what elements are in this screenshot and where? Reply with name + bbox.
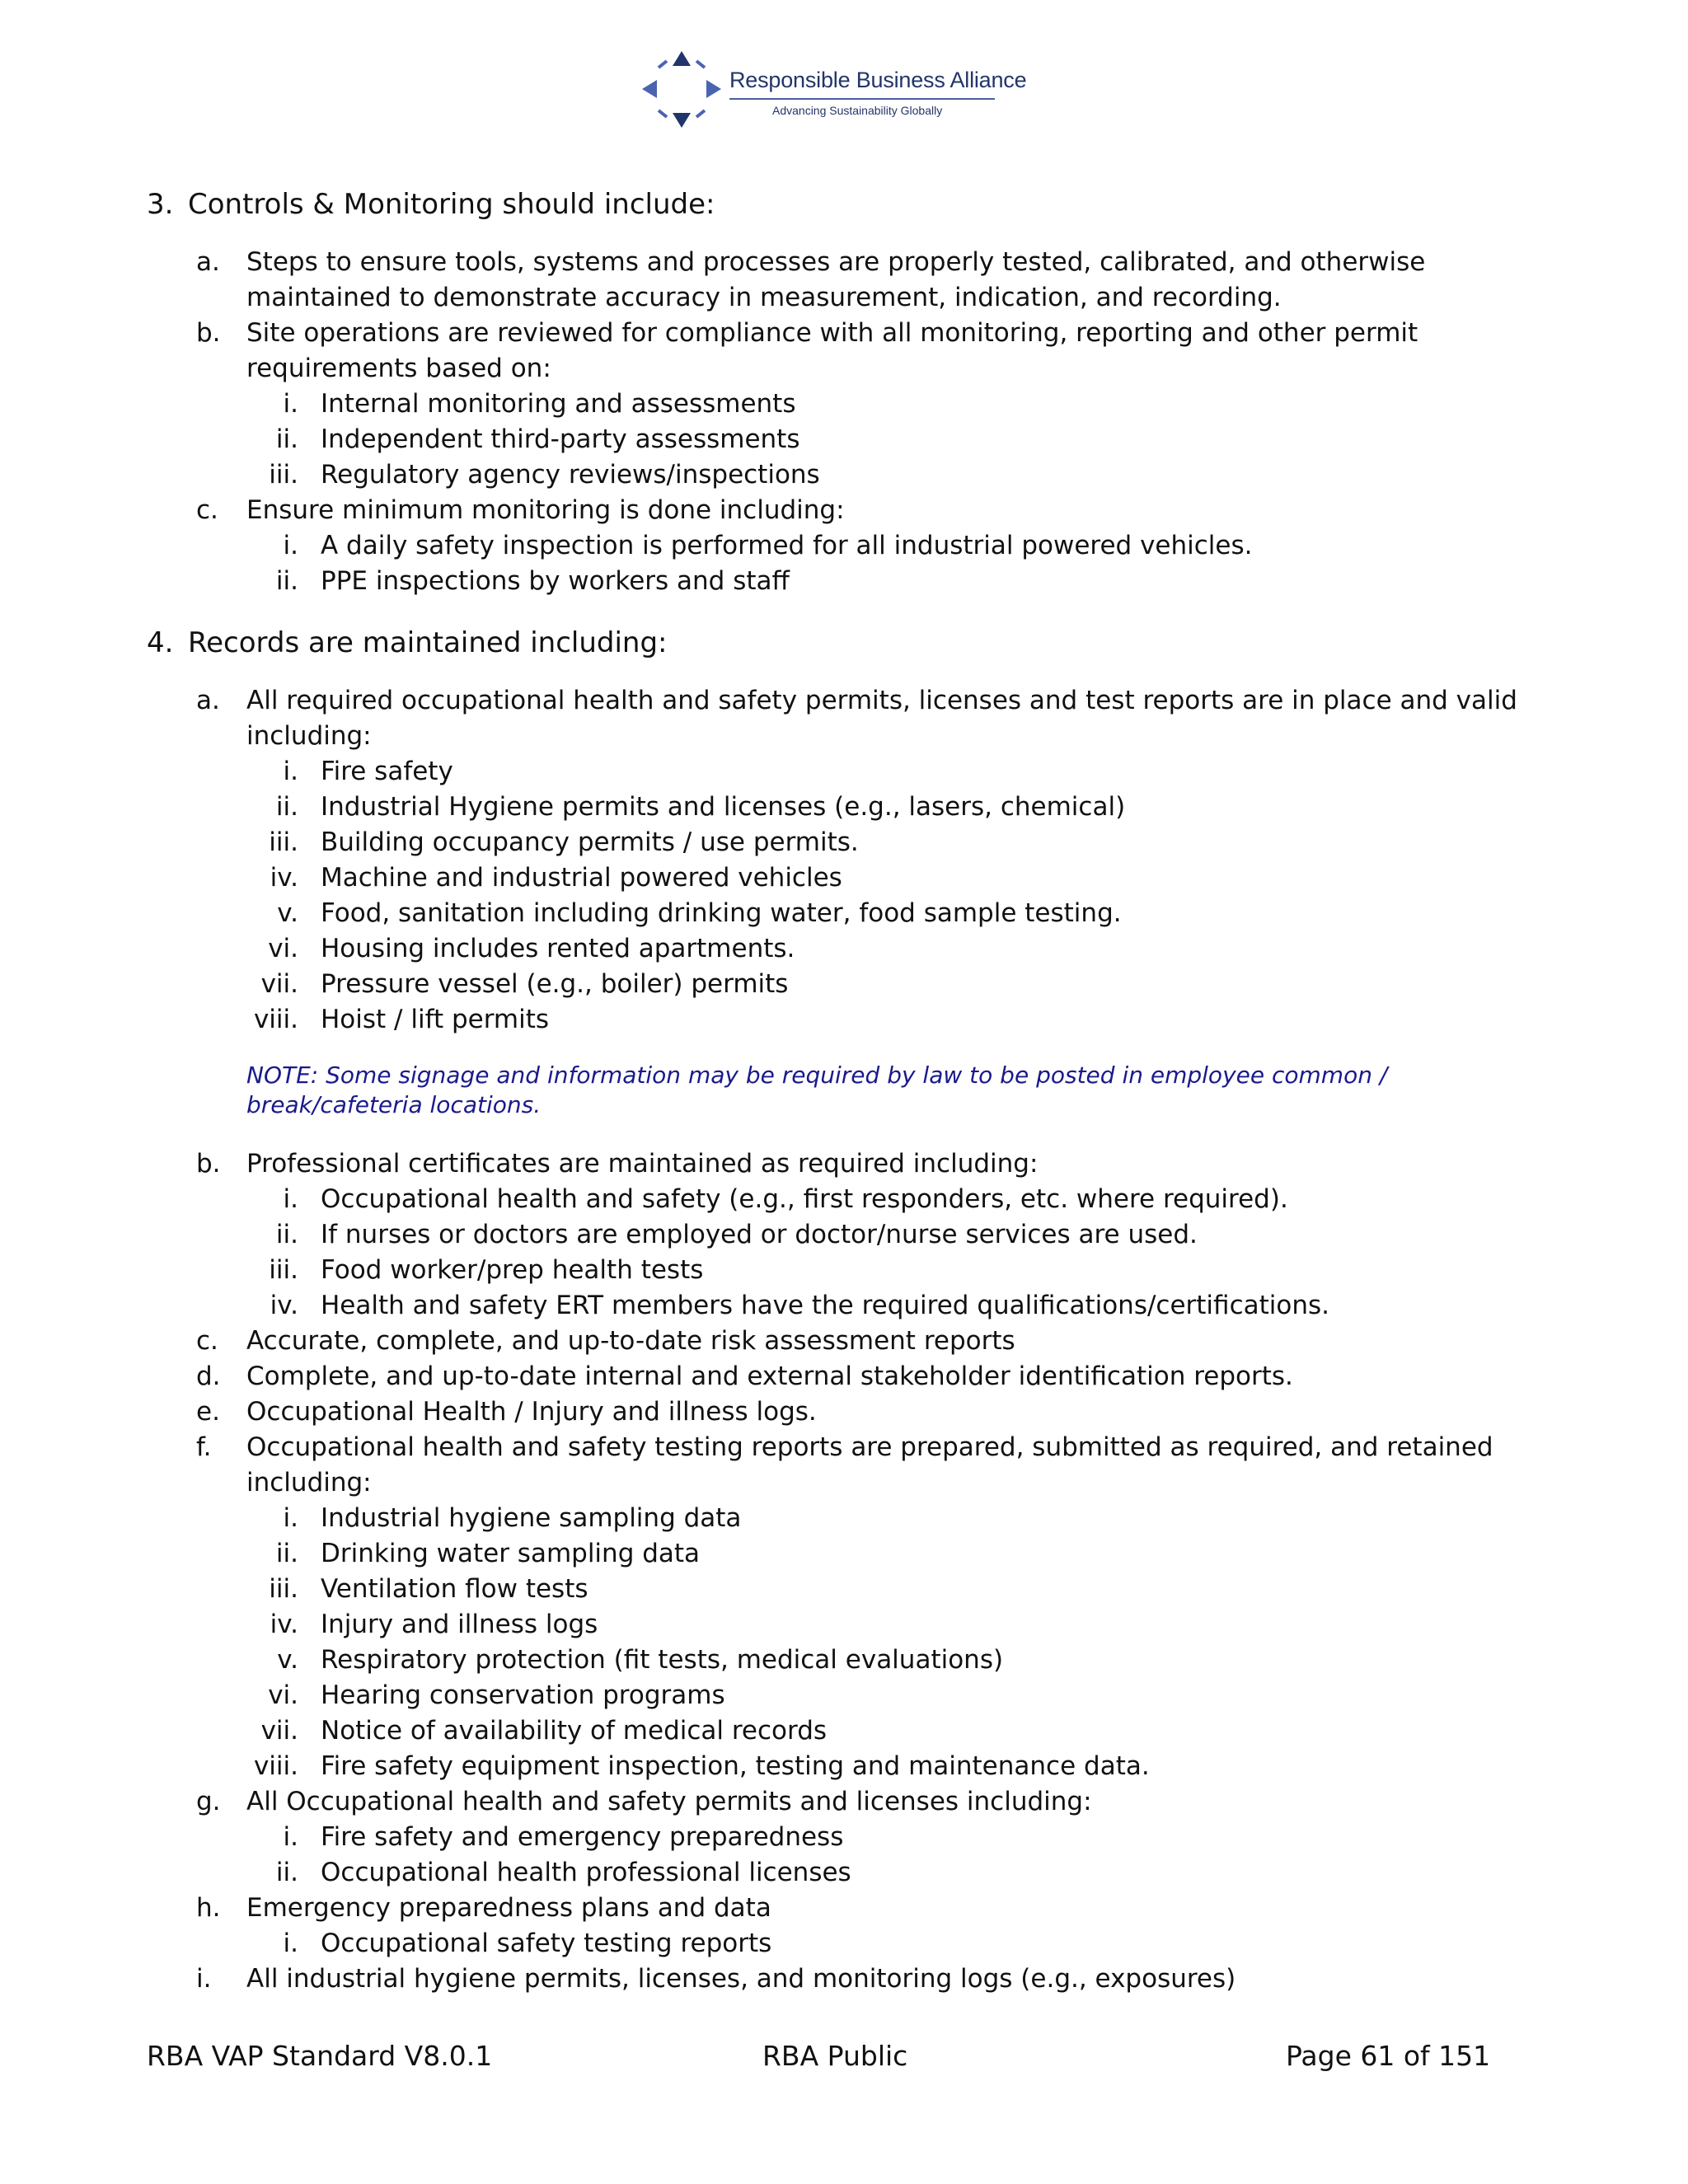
item-text: All required occupational health and safety permits, licenses and test reports are in place and valid — [246, 686, 1517, 715]
subitem-text: Building occupancy permits / use permits. — [321, 827, 859, 857]
subitem-label: viii. — [253, 1005, 298, 1034]
subitem-label: ii. — [275, 566, 298, 596]
subitem-label: ii. — [275, 424, 298, 454]
footer-classification: RBA Public — [762, 2040, 908, 2072]
subitem-text: Fire safety equipment inspection, testing and maintenance data. — [321, 1751, 1150, 1781]
item-text: Complete, and up-to-date internal and external stakeholder identification reports. — [246, 1361, 1293, 1391]
section-heading — [147, 188, 715, 221]
subitem-text: Food worker/prep health tests — [321, 1255, 704, 1285]
subitem-label: ii. — [275, 1858, 298, 1887]
logo-title: Responsible Business Alliance — [729, 68, 1027, 92]
compass-arrows-icon — [639, 49, 725, 132]
section-title: Controls & Monitoring should include: — [188, 188, 715, 221]
subitem-label: ii. — [275, 1539, 298, 1568]
subitem-text: Food, sanitation including drinking water, food sample testing. — [321, 898, 1122, 928]
item-text: requirements based on: — [246, 354, 551, 383]
subitem-label: iv. — [270, 1610, 298, 1639]
item-label: a. — [196, 247, 220, 277]
subitem-label: i. — [283, 1822, 298, 1852]
item-text: Ensure minimum monitoring is done including: — [246, 495, 845, 525]
subitem-label: i. — [283, 757, 298, 786]
subitem-label: iii. — [269, 1255, 298, 1285]
item-label: c. — [196, 1326, 218, 1356]
subitem-text: Ventilation flow tests — [321, 1574, 588, 1604]
item-text: maintained to demonstrate accuracy in measurement, indication, and recording. — [246, 283, 1282, 312]
subitem-text: Housing includes rented apartments. — [321, 934, 795, 963]
logo-tagline: Advancing Sustainability Globally — [772, 104, 943, 117]
subitem-label: iii. — [269, 1574, 298, 1604]
subitem-text: Fire safety — [321, 757, 453, 786]
item-text: All industrial hygiene permits, licenses, and monitoring logs (e.g., exposures) — [246, 1964, 1236, 1994]
subitem-label: viii. — [253, 1751, 298, 1781]
subitem-label: iv. — [270, 863, 298, 893]
subitem-text: Fire safety and emergency preparedness — [321, 1822, 844, 1852]
subitem-label: i. — [283, 1929, 298, 1958]
subitem-label: ii. — [275, 792, 298, 822]
item-label: h. — [196, 1893, 221, 1923]
section-number: 3. — [147, 188, 174, 221]
subitem-text: Notice of availability of medical records — [321, 1716, 828, 1746]
rba-logo — [639, 49, 1027, 132]
subitem-text: Independent third-party assessments — [321, 424, 800, 454]
footer-document-name: RBA VAP Standard V8.0.1 — [147, 2040, 493, 2072]
subitem-text: Occupational safety testing reports — [321, 1929, 772, 1958]
item-label: i. — [196, 1964, 212, 1994]
subitem-label: vii. — [260, 1716, 298, 1746]
subitem-text: Occupational health and safety (e.g., first responders, etc. where required). — [321, 1184, 1288, 1214]
footer-page-number: Page 61 of 151 — [1286, 2040, 1491, 2072]
subitem-text: Pressure vessel (e.g., boiler) permits — [321, 969, 789, 999]
page-header — [0, 49, 1688, 132]
subitem-text: A daily safety inspection is performed for all industrial powered vehicles. — [321, 531, 1253, 560]
section-heading — [147, 626, 668, 659]
note-text: break/cafeteria locations. — [246, 1091, 542, 1118]
subitem-text: Drinking water sampling data — [321, 1539, 701, 1568]
subitem-text: Machine and industrial powered vehicles — [321, 863, 842, 893]
subitem-text: Hearing conservation programs — [321, 1680, 725, 1710]
subitem-text: Health and safety ERT members have the required qualifications/certifications. — [321, 1291, 1330, 1320]
subitem-label: ii. — [275, 1220, 298, 1249]
item-text: Steps to ensure tools, systems and processes are properly tested, calibrated, and otherwise — [246, 247, 1426, 277]
item-text: Accurate, complete, and up-to-date risk assessment reports — [246, 1326, 1015, 1356]
subitem-text: Regulatory agency reviews/inspections — [321, 460, 820, 490]
subitem-label: vi. — [268, 1680, 298, 1710]
item-label: d. — [196, 1361, 221, 1391]
subitem-label: vi. — [268, 934, 298, 963]
subitem-text: Injury and illness logs — [321, 1610, 598, 1639]
item-text: including: — [246, 1468, 372, 1497]
subitem-label: iii. — [269, 827, 298, 857]
subitem-text: Hoist / lift permits — [321, 1005, 550, 1034]
item-text: Occupational Health / Injury and illness logs. — [246, 1397, 817, 1427]
section-title: Records are maintained including: — [188, 626, 668, 659]
item-label: b. — [196, 1149, 221, 1179]
subitem-label: v. — [277, 898, 298, 928]
subitem-label: v. — [277, 1645, 298, 1675]
subitem-label: i. — [283, 1503, 298, 1533]
item-text: including: — [246, 721, 372, 751]
subitem-label: iii. — [269, 460, 298, 490]
note-text: NOTE: Some signage and information may be required by law to be posted in employee common / — [246, 1062, 1388, 1089]
subitem-text: If nurses or doctors are employed or doctor/nurse services are used. — [321, 1220, 1198, 1249]
subitem-text: Internal monitoring and assessments — [321, 389, 796, 419]
item-label: a. — [196, 686, 220, 715]
subitem-label: vii. — [260, 969, 298, 999]
subitem-text: Industrial Hygiene permits and licenses (e.g., lasers, chemical) — [321, 792, 1126, 822]
subitem-text: Industrial hygiene sampling data — [321, 1503, 742, 1533]
item-text: Emergency preparedness plans and data — [246, 1893, 771, 1923]
item-text: Professional certificates are maintained as required including: — [246, 1149, 1039, 1179]
item-text: Occupational health and safety testing reports are prepared, submitted as required, and retained — [246, 1432, 1493, 1462]
subitem-label: iv. — [270, 1291, 298, 1320]
subitem-text: Respiratory protection (fit tests, medical evaluations) — [321, 1645, 1004, 1675]
item-label: c. — [196, 495, 218, 525]
subitem-label: i. — [283, 531, 298, 560]
subitem-label: i. — [283, 389, 298, 419]
subitem-text: Occupational health professional licenses — [321, 1858, 851, 1887]
item-text: All Occupational health and safety permits and licenses including: — [246, 1787, 1092, 1816]
logo-divider — [729, 98, 995, 100]
item-label: e. — [196, 1397, 220, 1427]
subitem-text: PPE inspections by workers and staff — [321, 566, 790, 596]
item-label: g. — [196, 1787, 221, 1816]
item-label: f. — [196, 1432, 212, 1462]
item-label: b. — [196, 318, 221, 348]
subitem-label: i. — [283, 1184, 298, 1214]
section-number: 4. — [147, 626, 174, 659]
item-text: Site operations are reviewed for compliance with all monitoring, reporting and other permit — [246, 318, 1418, 348]
